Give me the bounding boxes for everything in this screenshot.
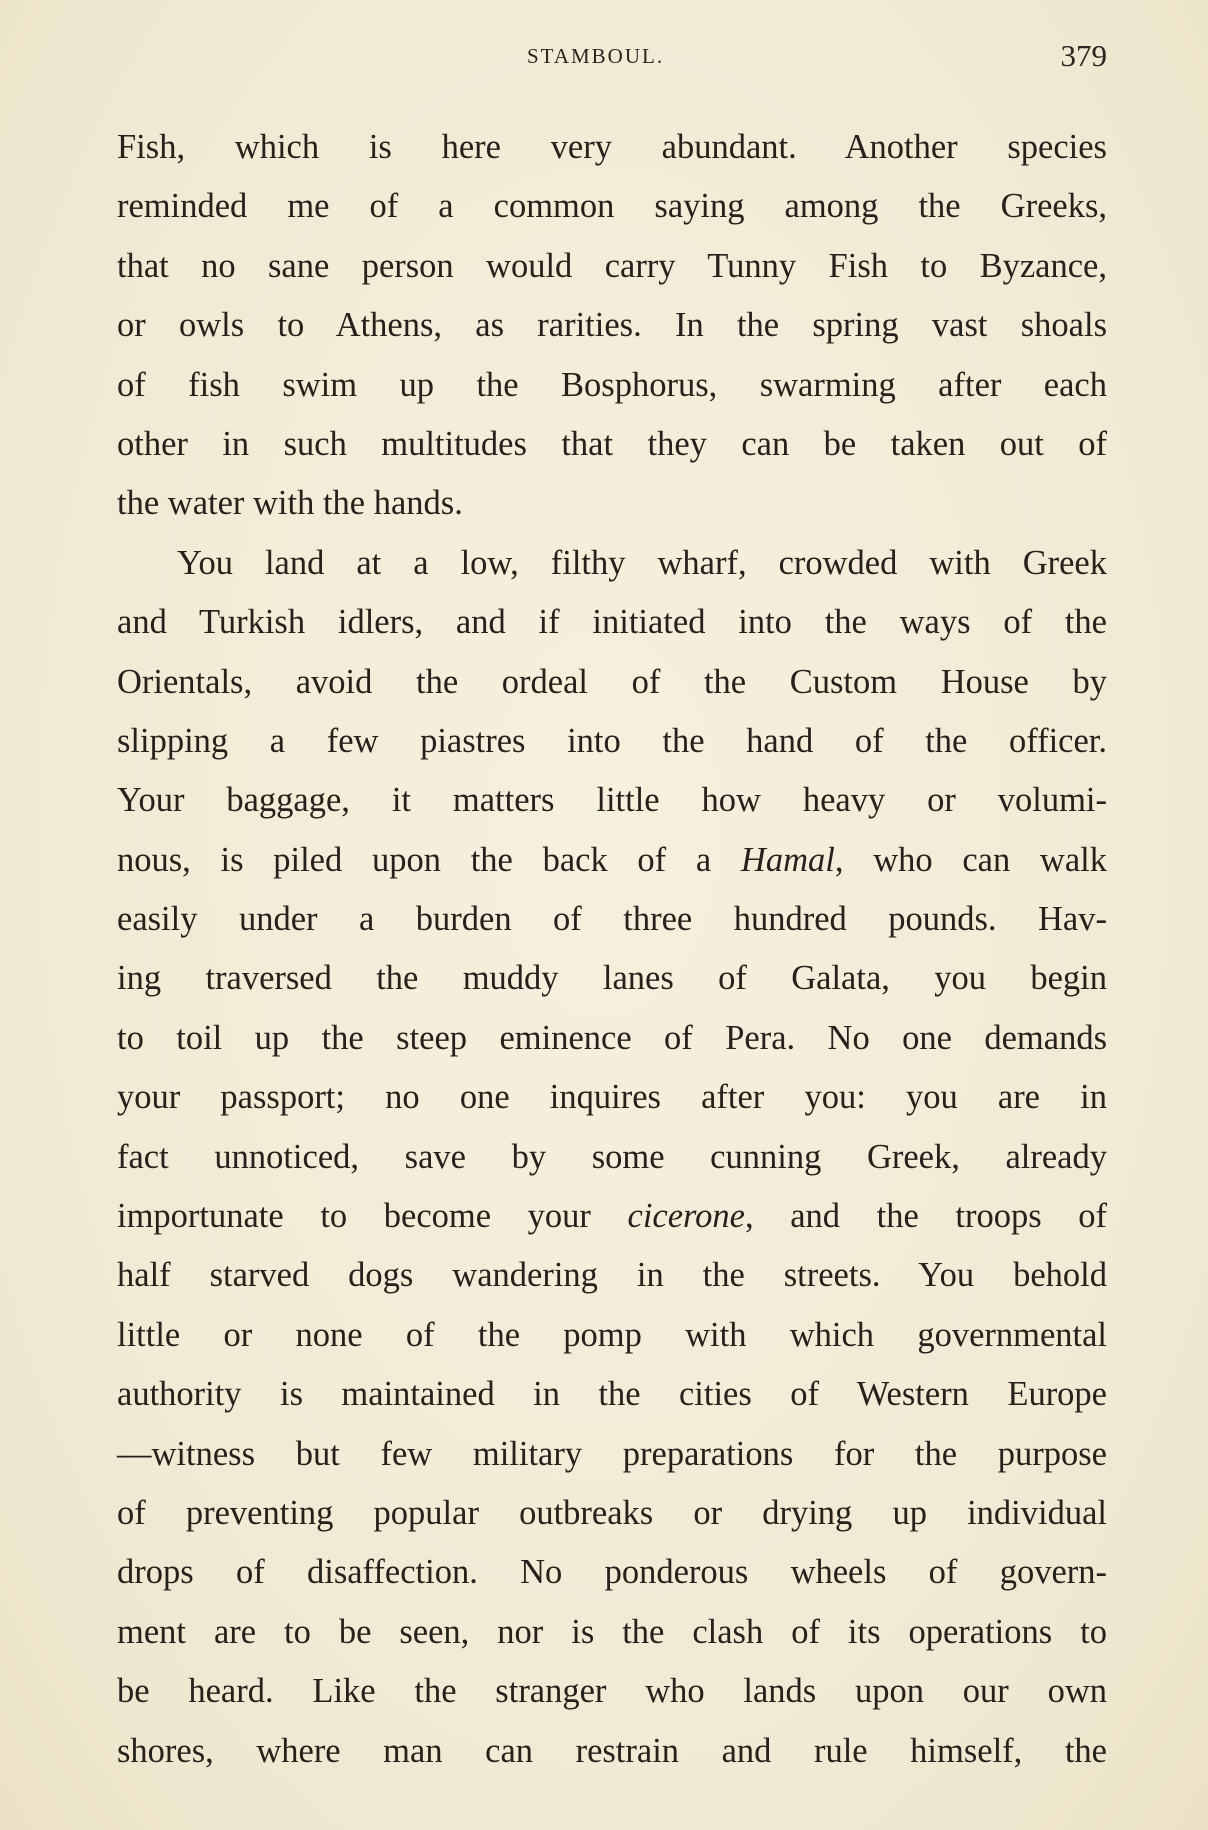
text-line: slipping a few piastres into the hand of the officer. bbox=[117, 721, 1107, 760]
running-head bbox=[117, 38, 1107, 88]
text-line: the water with the hands. bbox=[117, 484, 463, 523]
paragraph-start-line: You land at a low, filthy wharf, crowded with Greek bbox=[177, 543, 1107, 582]
text-line: drops of disaffection. No ponderous wheels of govern- bbox=[117, 1553, 1107, 1592]
text-segment: , and the troops of bbox=[744, 1197, 1107, 1236]
text-line: to toil up the steep eminence of Pera. No one demands bbox=[117, 1018, 1107, 1057]
text-line: shores, where man can restrain and rule himself, the bbox=[117, 1731, 1107, 1770]
text-line: ment are to be seen, nor is the clash of its operations to bbox=[117, 1612, 1107, 1651]
italic-word-hamal: Hamal bbox=[740, 840, 835, 879]
page-number: 379 bbox=[1060, 38, 1107, 73]
text-line: be heard. Like the stranger who lands upon our own bbox=[117, 1672, 1107, 1711]
text-line-italic bbox=[117, 831, 1107, 890]
text-line: and Turkish idlers, and if initiated into the ways of the bbox=[117, 603, 1107, 642]
text-line: little or none of the pomp with which governmental bbox=[117, 1315, 1107, 1354]
running-title: STAMBOUL. bbox=[527, 44, 665, 68]
text-line: —witness but few military preparations for the purpose bbox=[117, 1434, 1107, 1473]
text-line: ing traversed the muddy lanes of Galata, you begin bbox=[117, 959, 1107, 998]
text-line: other in such multitudes that they can be taken out of bbox=[117, 424, 1107, 463]
text-line: Fish, which is here very abundant. Another species bbox=[117, 128, 1107, 166]
text-line: half starved dogs wandering in the streets. You behold bbox=[117, 1256, 1107, 1295]
text-segment: importunate to become your bbox=[117, 1197, 628, 1236]
text-line-italic bbox=[117, 1187, 1107, 1246]
text-line: or owls to Athens, as rarities. In the spring vast shoals bbox=[117, 306, 1107, 345]
text-line: Orientals, avoid the ordeal of the Custom House by bbox=[117, 662, 1107, 701]
text-line: of fish swim up the Bosphorus, swarming after each bbox=[117, 365, 1107, 404]
text-line: Your baggage, it matters little how heavy or volumi- bbox=[117, 781, 1107, 820]
text-line: reminded me of a common saying among the Greeks, bbox=[117, 187, 1107, 226]
text-segment: nous, is piled upon the back of a bbox=[117, 840, 741, 879]
text-line: your passport; no one inquires after you: you are in bbox=[117, 1078, 1107, 1117]
text-line: authority is maintained in the cities of Western Europe bbox=[117, 1375, 1107, 1414]
italic-word-cicerone: cicerone bbox=[627, 1197, 745, 1236]
text-line: easily under a burden of three hundred pounds. Hav- bbox=[117, 900, 1107, 939]
text-line: fact unnoticed, save by some cunning Greek, already bbox=[117, 1137, 1107, 1176]
text-segment: , who can walk bbox=[834, 840, 1107, 879]
text-line: of preventing popular outbreaks or drying up individual bbox=[117, 1493, 1107, 1532]
body-text bbox=[117, 118, 1107, 1781]
text-line: that no sane person would carry Tunny Fish to Byzance, bbox=[117, 246, 1107, 285]
